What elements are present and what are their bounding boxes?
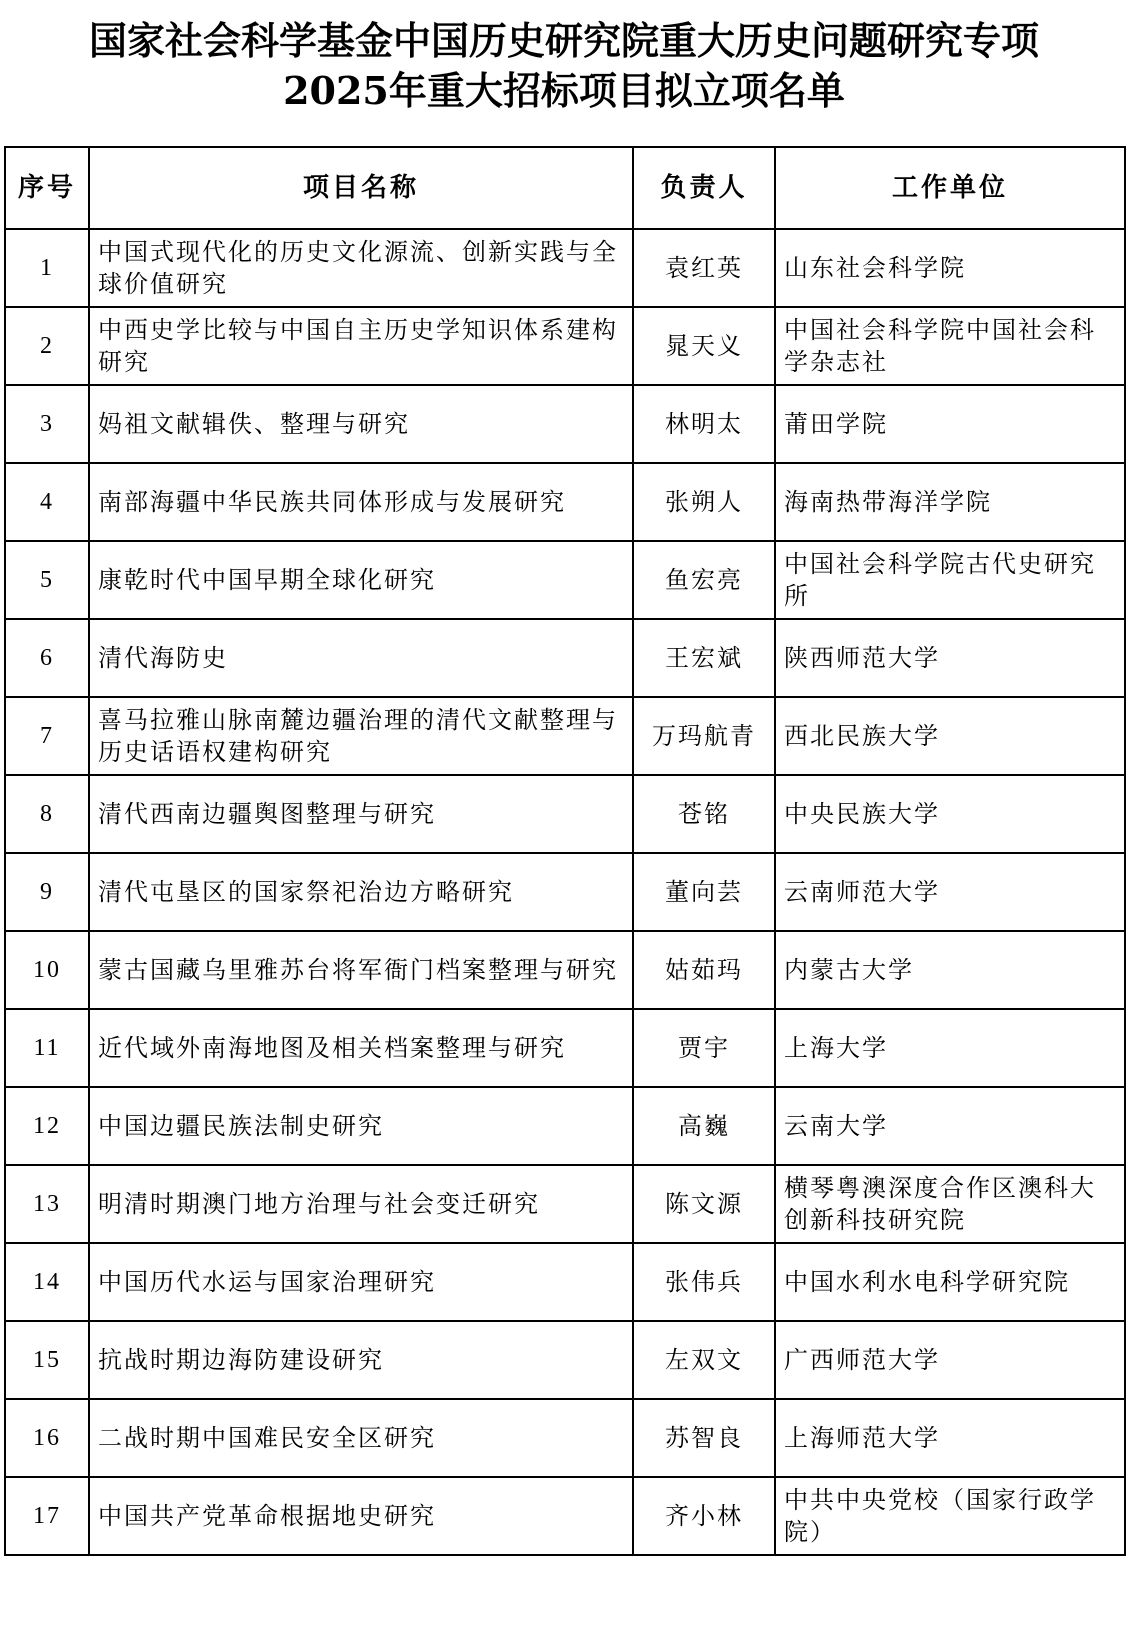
row-number: 4 <box>5 463 89 541</box>
project-name-cell: 清代屯垦区的国家祭祀治边方略研究 <box>89 853 633 931</box>
leader-cell: 高巍 <box>633 1087 775 1165</box>
table-row <box>5 1087 1125 1165</box>
project-name-cell: 抗战时期边海防建设研究 <box>89 1321 633 1399</box>
row-number: 14 <box>5 1243 89 1321</box>
row-number: 12 <box>5 1087 89 1165</box>
institution-cell: 云南师范大学 <box>775 853 1125 931</box>
institution-cell: 中共中央党校（国家行政学院） <box>775 1477 1125 1555</box>
row-number: 16 <box>5 1399 89 1477</box>
project-name-cell: 中国历代水运与国家治理研究 <box>89 1243 633 1321</box>
row-number: 17 <box>5 1477 89 1555</box>
table-row <box>5 385 1125 463</box>
leader-cell: 姑茹玛 <box>633 931 775 1009</box>
leader-cell: 晁天义 <box>633 307 775 385</box>
project-name-cell: 清代西南边疆舆图整理与研究 <box>89 775 633 853</box>
leader-cell: 苏智良 <box>633 1399 775 1477</box>
leader-cell: 林明太 <box>633 385 775 463</box>
institution-cell: 中国社会科学院中国社会科学杂志社 <box>775 307 1125 385</box>
project-name-cell: 明清时期澳门地方治理与社会变迁研究 <box>89 1165 633 1243</box>
leader-cell: 张伟兵 <box>633 1243 775 1321</box>
row-number: 5 <box>5 541 89 619</box>
table-row <box>5 1009 1125 1087</box>
table-row <box>5 619 1125 697</box>
table-row <box>5 931 1125 1009</box>
institution-cell: 西北民族大学 <box>775 697 1125 775</box>
institution-cell: 广西师范大学 <box>775 1321 1125 1399</box>
leader-cell: 齐小林 <box>633 1477 775 1555</box>
column-header-leader: 负责人 <box>633 147 775 229</box>
column-header-project-name: 项目名称 <box>89 147 633 229</box>
row-number: 1 <box>5 229 89 307</box>
row-number: 7 <box>5 697 89 775</box>
table-row <box>5 463 1125 541</box>
project-name-cell: 蒙古国藏乌里雅苏台将军衙门档案整理与研究 <box>89 931 633 1009</box>
project-name-cell: 喜马拉雅山脉南麓边疆治理的清代文献整理与历史话语权建构研究 <box>89 697 633 775</box>
row-number: 13 <box>5 1165 89 1243</box>
project-list-table <box>4 146 1126 1556</box>
leader-cell: 王宏斌 <box>633 619 775 697</box>
institution-cell: 中国社会科学院古代史研究所 <box>775 541 1125 619</box>
project-name-cell: 中西史学比较与中国自主历史学知识体系建构研究 <box>89 307 633 385</box>
column-header-number: 序号 <box>5 147 89 229</box>
row-number: 3 <box>5 385 89 463</box>
table-row <box>5 1243 1125 1321</box>
leader-cell: 陈文源 <box>633 1165 775 1243</box>
row-number: 10 <box>5 931 89 1009</box>
project-name-cell: 中国式现代化的历史文化源流、创新实践与全球价值研究 <box>89 229 633 307</box>
column-header-institution: 工作单位 <box>775 147 1125 229</box>
row-number: 11 <box>5 1009 89 1087</box>
leader-cell: 袁红英 <box>633 229 775 307</box>
row-number: 6 <box>5 619 89 697</box>
table-row <box>5 697 1125 775</box>
leader-cell: 苍铭 <box>633 775 775 853</box>
institution-cell: 海南热带海洋学院 <box>775 463 1125 541</box>
institution-cell: 上海师范大学 <box>775 1399 1125 1477</box>
institution-cell: 莆田学院 <box>775 385 1125 463</box>
leader-cell: 董向芸 <box>633 853 775 931</box>
leader-cell: 贾宇 <box>633 1009 775 1087</box>
institution-cell: 内蒙古大学 <box>775 931 1125 1009</box>
project-name-cell: 南部海疆中华民族共同体形成与发展研究 <box>89 463 633 541</box>
institution-cell: 陕西师范大学 <box>775 619 1125 697</box>
table-row <box>5 1399 1125 1477</box>
institution-cell: 山东社会科学院 <box>775 229 1125 307</box>
table-row <box>5 1477 1125 1555</box>
project-name-cell: 妈祖文献辑佚、整理与研究 <box>89 385 633 463</box>
row-number: 15 <box>5 1321 89 1399</box>
institution-cell: 中国水利水电科学研究院 <box>775 1243 1125 1321</box>
institution-cell: 上海大学 <box>775 1009 1125 1087</box>
row-number: 8 <box>5 775 89 853</box>
table-header-row <box>5 147 1125 229</box>
table-row <box>5 1165 1125 1243</box>
project-name-cell: 清代海防史 <box>89 619 633 697</box>
leader-cell: 万玛航青 <box>633 697 775 775</box>
document-title-line-2: 2025年重大招标项目拟立项名单 <box>283 68 845 113</box>
institution-cell: 中央民族大学 <box>775 775 1125 853</box>
table-row <box>5 307 1125 385</box>
table-row <box>5 1321 1125 1399</box>
project-name-cell: 近代域外南海地图及相关档案整理与研究 <box>89 1009 633 1087</box>
project-name-cell: 康乾时代中国早期全球化研究 <box>89 541 633 619</box>
project-name-cell: 二战时期中国难民安全区研究 <box>89 1399 633 1477</box>
institution-cell: 云南大学 <box>775 1087 1125 1165</box>
row-number: 2 <box>5 307 89 385</box>
table-row <box>5 853 1125 931</box>
table-row <box>5 775 1125 853</box>
leader-cell: 张朔人 <box>633 463 775 541</box>
document-title-line-1: 国家社会科学基金中国历史研究院重大历史问题研究专项 <box>88 18 1039 63</box>
table-row <box>5 541 1125 619</box>
leader-cell: 左双文 <box>633 1321 775 1399</box>
row-number: 9 <box>5 853 89 931</box>
leader-cell: 鱼宏亮 <box>633 541 775 619</box>
table-row <box>5 229 1125 307</box>
project-name-cell: 中国边疆民族法制史研究 <box>89 1087 633 1165</box>
institution-cell: 横琴粤澳深度合作区澳科大创新科技研究院 <box>775 1165 1125 1243</box>
project-name-cell: 中国共产党革命根据地史研究 <box>89 1477 633 1555</box>
